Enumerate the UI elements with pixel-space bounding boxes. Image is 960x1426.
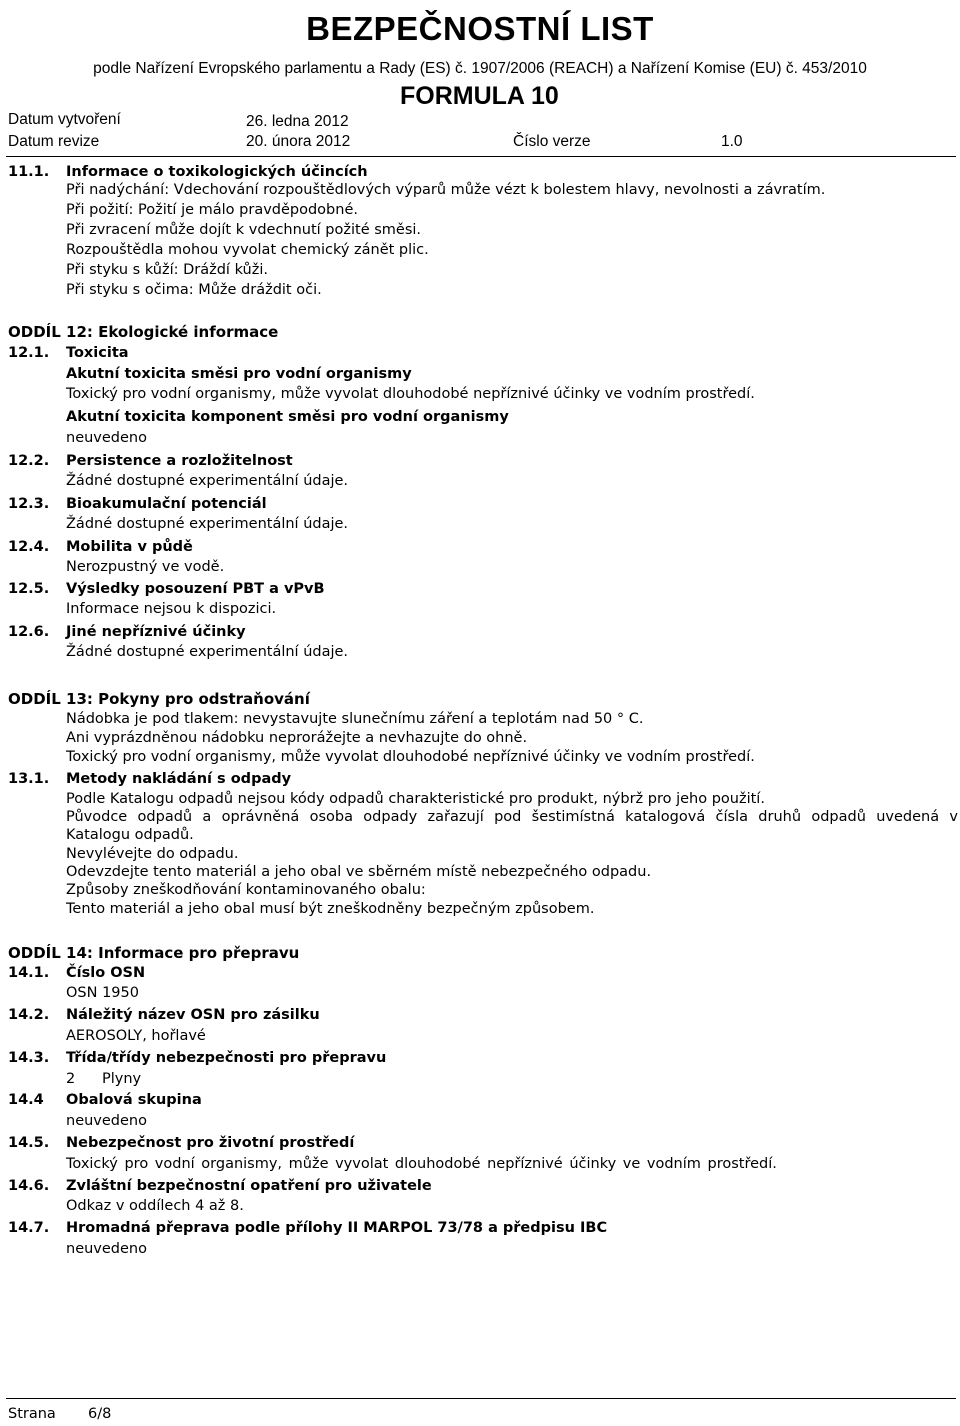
- subsection-title: Zvláštní bezpečnostní opatření pro uživatele: [66, 1178, 432, 1194]
- subsection-title: Výsledky posouzení PBT a vPvB: [66, 581, 325, 597]
- text-line: Nerozpustný ve vodě.: [66, 559, 225, 575]
- regulation-subtitle: podle Nařízení Evropského parlamentu a Rady (ES) č. 1907/2006 (REACH) a Nařízení Komise (EU) č. 453/2010: [93, 60, 867, 77]
- hazard-class-name: Plyny: [102, 1071, 142, 1087]
- subsection-title: Persistence a rozložitelnost: [66, 453, 293, 469]
- subsection-number: 12.2.: [8, 453, 50, 469]
- text-line: Při zvracení může dojít k vdechnutí požité směsi.: [66, 222, 422, 238]
- text-line: Rozpouštědla mohou vyvolat chemický zánět plic.: [66, 242, 429, 258]
- subsection-number: 14.4: [8, 1092, 44, 1108]
- subheading: Akutní toxicita směsi pro vodní organismy: [66, 366, 412, 382]
- revision-label: Datum revize: [8, 133, 100, 150]
- text-line: Odkaz v oddílech 4 až 8.: [66, 1198, 244, 1214]
- text-line: Při styku s očima: Může dráždit oči.: [66, 282, 322, 298]
- subsection-number: 14.7.: [8, 1220, 50, 1236]
- header-divider: [6, 156, 956, 157]
- subheading: Akutní toxicita komponent směsi pro vodní organismy: [66, 409, 509, 425]
- document-title: BEZPEČNOSTNÍ LIST: [306, 10, 654, 47]
- text-line: Informace nejsou k dispozici.: [66, 601, 277, 617]
- text-line: Při styku s kůží: Dráždí kůži.: [66, 262, 268, 278]
- hazard-class-row: [66, 1071, 141, 1087]
- text-line: AEROSOLY, hořlavé: [66, 1028, 206, 1044]
- text-line: Způsoby zneškodňování kontaminovaného obalu:: [66, 882, 426, 898]
- subsection-number: 14.5.: [8, 1135, 50, 1151]
- text-line: Odevzdejte tento materiál a jeho obal ve sběrném místě nebezpečného odpadu.: [66, 864, 652, 880]
- subsection-title: Náležitý název OSN pro zásilku: [66, 1007, 320, 1023]
- subsection-title: Nebezpečnost pro životní prostředí: [66, 1135, 355, 1151]
- hazard-class-code: 2: [66, 1071, 76, 1087]
- product-name: FORMULA 10: [400, 82, 559, 110]
- text-line: Nádobka je pod tlakem: nevystavujte slunečnímu záření a teplotám nad 50 ° C.: [66, 711, 644, 727]
- version-label: Číslo verze: [513, 133, 591, 150]
- text-line: Toxický pro vodní organismy, může vyvolat dlouhodobé nepříznivé účinky ve vodním prostředí.: [66, 749, 755, 765]
- subsection-number: 13.1.: [8, 771, 50, 787]
- text-line: Toxický pro vodní organismy, může vyvolat dlouhodobé nepříznivé účinky ve vodním prostředí.: [66, 1156, 777, 1172]
- section-heading: ODDÍL 12: Ekologické informace: [8, 323, 279, 341]
- page-number: 6/8: [88, 1406, 112, 1422]
- text-line: Nevylévejte do odpadu.: [66, 846, 239, 862]
- subsection-number: 14.6.: [8, 1178, 50, 1194]
- subsection-title: Informace o toxikologických účincích: [66, 164, 368, 180]
- text-line: Ani vyprázdněnou nádobku neprorážejte a nevhazujte do ohně.: [66, 730, 528, 746]
- subsection-number: 14.1.: [8, 965, 50, 981]
- revision-value: 20. února 2012: [246, 133, 351, 150]
- subsection-title: Mobilita v půdě: [66, 539, 193, 555]
- subsection-number: 12.6.: [8, 624, 50, 640]
- text-line: neuvedeno: [66, 1241, 147, 1257]
- footer-divider: [6, 1398, 956, 1399]
- text-line: neuvedeno: [66, 430, 147, 446]
- text-line: Žádné dostupné experimentální údaje.: [66, 516, 349, 532]
- text-line: Žádné dostupné experimentální údaje.: [66, 644, 349, 660]
- subsection-title: Bioakumulační potenciál: [66, 496, 267, 512]
- subsection-title: Metody nakládání s odpady: [66, 771, 292, 787]
- subsection-number: 11.1.: [8, 164, 50, 180]
- subsection-number: 12.5.: [8, 581, 50, 597]
- text-line: Při požití: Požití je málo pravděpodobné.: [66, 202, 358, 218]
- subsection-title: Obalová skupina: [66, 1092, 202, 1108]
- subsection-title: Jiné nepříznivé účinky: [66, 624, 246, 640]
- subsection-title: Toxicita: [66, 345, 129, 361]
- text-line: Při nadýchání: Vdechování rozpouštědlových výparů může vézt k bolestem hlavy, nevolnosti a závratím.: [66, 182, 826, 198]
- subsection-title: Číslo OSN: [66, 965, 146, 981]
- subsection-number: 14.3.: [8, 1050, 50, 1066]
- text-line: Podle Katalogu odpadů nejsou kódy odpadů charakteristické pro produkt, nýbrž pro jeho použití.: [66, 791, 765, 807]
- text-line: Původce odpadů a oprávněná osoba odpady zařazují pod šestimístná katalogová čísla druhů odpadů uvedená v: [66, 809, 958, 825]
- text-line: neuvedeno: [66, 1113, 147, 1129]
- subsection-number: 12.1.: [8, 345, 50, 361]
- subsection-title: Třída/třídy nebezpečnosti pro přepravu: [66, 1050, 387, 1066]
- subsection-number: 12.4.: [8, 539, 50, 555]
- created-label: Datum vytvoření: [8, 111, 121, 128]
- section-heading: ODDÍL 13: Pokyny pro odstraňování: [8, 690, 310, 708]
- text-line: Toxický pro vodní organismy, může vyvolat dlouhodobé nepříznivé účinky ve vodním prostředí.: [66, 386, 755, 402]
- created-value: 26. ledna 2012: [246, 113, 349, 130]
- subsection-number: 12.3.: [8, 496, 50, 512]
- page-label: Strana: [8, 1406, 56, 1422]
- section-heading: ODDÍL 14: Informace pro přepravu: [8, 944, 300, 962]
- text-line: OSN 1950: [66, 985, 139, 1001]
- text-line: Katalogu odpadů.: [66, 827, 194, 843]
- subsection-title: Hromadná přeprava podle přílohy II MARPOL 73/78 a předpisu IBC: [66, 1220, 608, 1236]
- text-line: Žádné dostupné experimentální údaje.: [66, 473, 349, 489]
- subsection-number: 14.2.: [8, 1007, 50, 1023]
- text-line: Tento materiál a jeho obal musí být zneškodněny bezpečným způsobem.: [66, 901, 595, 917]
- version-value: 1.0: [721, 133, 743, 150]
